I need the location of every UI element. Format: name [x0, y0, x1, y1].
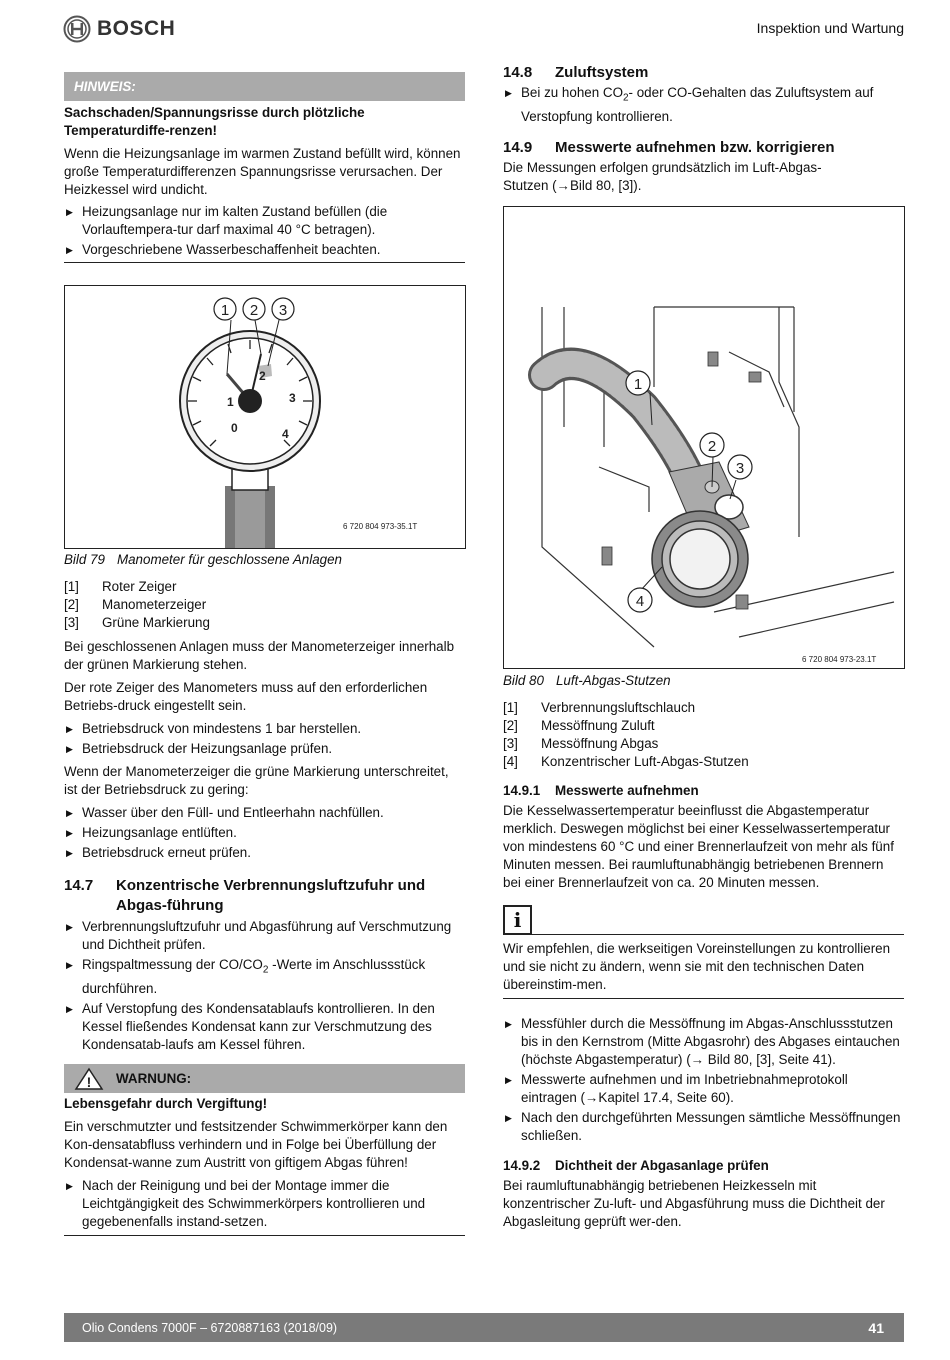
brand-name: BOSCH: [97, 17, 176, 40]
right-top: [503, 64, 904, 195]
info-text: Wir empfehlen, die werkseitigen Voreinstellungen zu kontrollieren und sie nicht zu ändern, wenn sie mit den technischen Daten übereinstim-men.: [503, 941, 891, 992]
left-body: [64, 638, 465, 1054]
warnung-bullet: ▶ Nach der Reinigung und bei der Montage immer die Leichtgängigkeit des Schwimmerkörpers kontrollieren und gegebenenfalls instand-setzen.: [64, 1177, 465, 1231]
hinweis-box: [64, 72, 465, 263]
figure-79-legend: [64, 578, 465, 632]
bullet: ▶ Messfühler durch die Messöffnung im Abgas-Anschlussstutzen bis in den Kernstrom (Mitte Abgasrohr) des Abgases eintauchen (höchste Abgastemperatur) (→ Bild 80, [3], Seite 41).: [503, 1015, 904, 1069]
figure-80-legend: [503, 699, 904, 771]
hinweis-bullet-2: ▶ Vorgeschriebene Wasserbeschaffenheit beachten.: [64, 241, 465, 259]
legend-item: [3] Grüne Markierung: [64, 615, 210, 630]
warnung-box: [64, 1064, 465, 1236]
legend-item: [1] Roter Zeiger: [64, 579, 177, 594]
section-14-8-heading: 14.8 Zuluftsystem: [503, 64, 649, 81]
section-14-9-1-heading: 14.9.1 Messwerte aufnehmen: [503, 783, 699, 798]
legend-item: [2] Manometerzeiger: [64, 597, 207, 612]
bosch-armature-icon: [63, 15, 91, 43]
warnung-title: Lebensgefahr durch Vergiftung!: [64, 1096, 268, 1111]
hinweis-title: Sachschaden/Spannungsrisse durch plötzliche Temperaturdiffe-renzen!: [64, 105, 365, 138]
bullet: ▶ Ringspaltmessung der $CO/CO_2$ -Werte im Anschlussstück durchführen.: [64, 956, 465, 998]
bullet: ▶ Nach den durchgeführten Messungen sämtliche Messöffnungen schließen.: [503, 1109, 904, 1145]
warning-triangle-icon: [74, 1067, 104, 1091]
warning-glyph: !: [86, 1073, 92, 1090]
legend-item: [1] Verbrennungsluftschlauch: [503, 700, 696, 715]
figure-80-code: 6 720 804 973-23.1T: [802, 655, 877, 664]
legend-item: [3] Messöffnung Abgas: [503, 736, 659, 751]
footer-doc: Olio Condens 7000F – 6720887163 (2018/09): [82, 1320, 338, 1335]
bullet: ▶ Bei zu hohen $CO_2-$ oder CO-Gehalten das Zuluftsystem auf Verstopfung kontrollieren.: [503, 84, 904, 126]
bullet: ▶ Auf Verstopfung des Kondensatablaufs kontrollieren. In den Kessel fließendes Kondensat kann zur Verschmutzung des Kondensatab-laufs am Kessel führen.: [64, 1000, 465, 1054]
paragraph: Wenn der Manometerzeiger die grüne Markierung unterschreitet, ist der Betriebsdruck zu gering:: [64, 764, 449, 797]
paragraph: Bei geschlossenen Anlagen muss der Manometerzeiger innerhalb der grünen Markierung stehen.: [64, 639, 455, 672]
warnung-label: WARNUNG:: [116, 1070, 192, 1086]
figure-79-manometer: [64, 285, 466, 549]
hinweis-label: HINWEIS:: [64, 72, 465, 101]
section-14-9-heading: 14.9 Messwerte aufnehmen bzw. korrigieren: [503, 138, 835, 156]
warnung-text: Ein verschmutzter und festsitzender Schwimmerkörper kann den Kon-densatabfluss verhindern und in Folge bei Überfüllung der Kondensat-wanne zum Austritt von giftigem Abgas führen!: [64, 1119, 448, 1170]
callout-2: 2: [249, 302, 259, 319]
warnung-label-bar: [64, 1064, 465, 1093]
section-14-9-2-heading: 14.9.2 Dichtheit der Abgasanlage prüfen: [503, 1158, 769, 1173]
section-14-9-text: Die Messungen erfolgen grundsätzlich im Luft-Abgas-Stutzen (→Bild 80, [3]).: [503, 159, 822, 193]
callout-1: 1: [633, 376, 643, 393]
bullet: ▶ Messwerte aufnehmen und im Inbetriebnahmeprotokoll eintragen (→Kapitel 17.4, Seite 60).: [503, 1071, 904, 1107]
page-number: 41: [868, 1319, 884, 1336]
callout-4: 4: [635, 593, 645, 610]
bullet: ▶ Betriebsdruck erneut prüfen.: [64, 844, 465, 862]
figure-80-caption: Bild 80 Luft-Abgas-Stutzen: [503, 673, 671, 688]
dial-label-0: 0: [231, 421, 238, 435]
callout-3: 3: [735, 460, 745, 477]
info-icon: i: [503, 905, 532, 935]
hinweis-bullet-1: ▶ Heizungsanlage nur im kalten Zustand befüllen (die Vorlauftempera-tur darf maximal 40 °C betragen).: [64, 203, 465, 239]
legend-item: [4] Konzentrischer Luft-Abgas-Stutzen: [503, 754, 749, 769]
section-title: Inspektion und Wartung: [756, 20, 904, 36]
callout-2: 2: [707, 438, 717, 455]
dial-label-1: 1: [227, 395, 234, 409]
paragraph: Der rote Zeiger des Manometers muss auf den erforderlichen Betriebs-druck eingestellt sein.: [64, 680, 428, 713]
figure-79-caption: Bild 79 Manometer für geschlossene Anlagen: [64, 552, 342, 567]
legend-item: [2] Messöffnung Zuluft: [503, 718, 655, 733]
info-box: [503, 905, 904, 999]
dial-label-2: 2: [259, 369, 266, 383]
right-body: [503, 782, 904, 1231]
bullet: ▶ Verbrennungsluftzufuhr und Abgasführung auf Verschmutzung und Dichtheit prüfen.: [64, 918, 465, 954]
bullet: ▶ Wasser über den Füll- und Entleerhahn nachfüllen.: [64, 804, 465, 822]
section-14-9-1-text: Die Kesselwassertemperatur beeinflusst die Abgastemperatur merklich. Deswegen möglichst bei einer Kesselwassertemperatur von mindestens 60 °C und einer Brennerlaufzeit von mehr als fünf Minuten messen. Bei raumluftunabhängig betriebenen Brennern bei einer Brennerlaufzeit von ca. 20 Minuten messen.: [503, 803, 894, 890]
hinweis-text: Wenn die Heizungsanlage im warmen Zustand befüllt wird, können große Temperaturdifferenzen Spannungsrisse verursachen. Der Heizkessel wird undicht.: [64, 146, 461, 197]
dial-label-4: 4: [282, 427, 289, 441]
callout-3: 3: [278, 302, 288, 319]
bullet: ▶ Heizungsanlage entlüften.: [64, 824, 465, 842]
figure-80-luft-abgas-stutzen: [503, 206, 905, 669]
warnung-rule: [64, 1235, 465, 1236]
callout-1: 1: [220, 302, 230, 319]
bosch-logo: [63, 15, 175, 43]
footer-bar: [64, 1313, 904, 1342]
section-14-9-2-text: Bei raumluftunabhängig betriebenen Heizkesseln mit konzentrischer Zu-luft- und Abgasführung muss die Dichtheit der Abgasleitung geprüft wer-den.: [503, 1178, 885, 1229]
dial-label-3: 3: [289, 391, 296, 405]
figure-79-code: 6 720 804 973-35.1T: [343, 522, 418, 531]
hinweis-rule: [64, 262, 465, 263]
bullet: ▶ Betriebsdruck von mindestens 1 bar herstellen.: [64, 720, 465, 738]
bullet: ▶ Betriebsdruck der Heizungsanlage prüfen.: [64, 740, 465, 758]
section-14-7-heading: 14.7 Konzentrische Verbrennungsluftzufuhr und Abgas-führung: [64, 877, 426, 914]
